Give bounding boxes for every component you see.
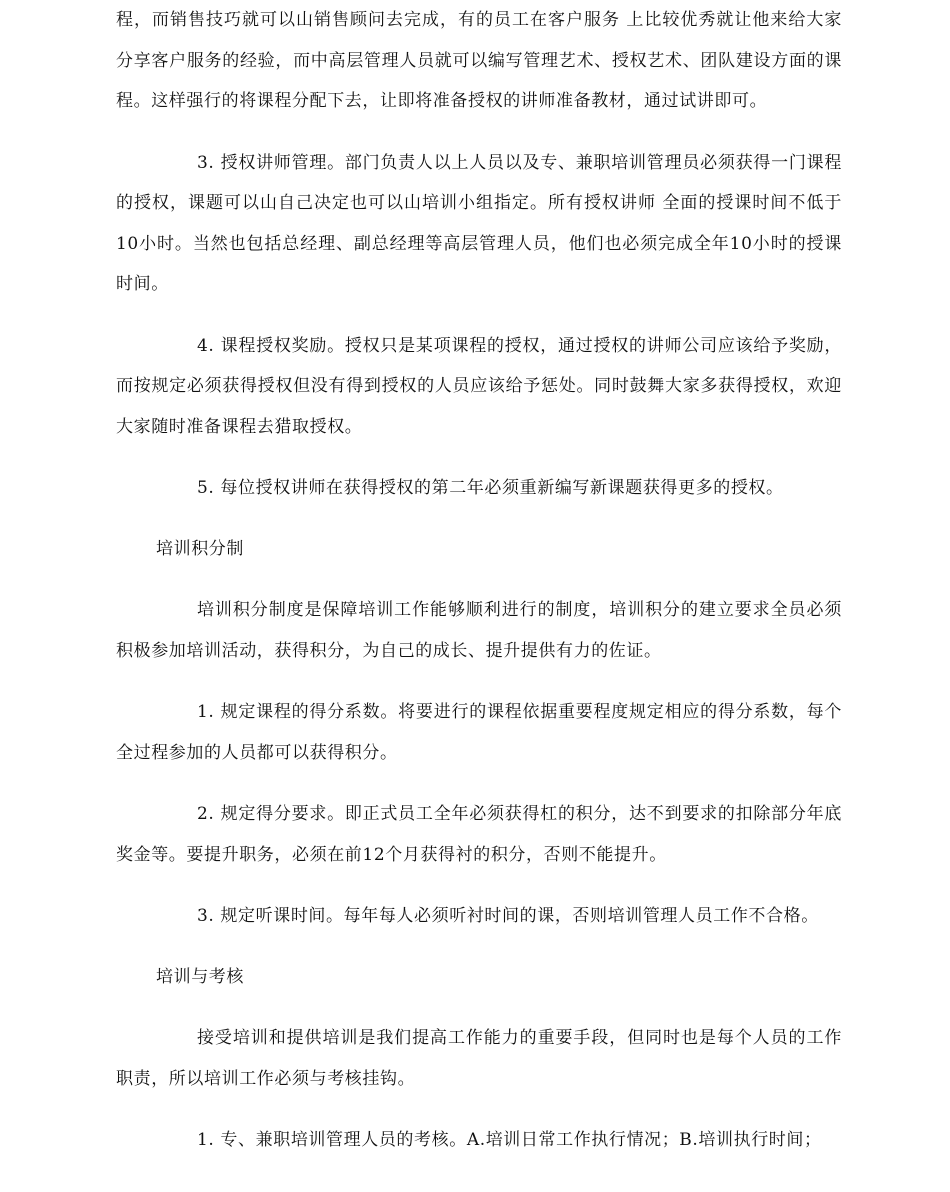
document-page [116,0,842,1161]
paragraph-spacer [116,447,842,468]
paragraph-authorized-lecturer-management: 3. 授权讲师管理。部门负责人以上人员以及专、兼职培训管理员必须获得一门课程的授权，课题可以山自己决定也可以山培训小组指定。所有授权讲师 全面的授课时间不低于10小时。当然也包括总经理、副总经理等高层管理人员，他们也必须完成全年10小时的授课时间。 [116,152,842,294]
paragraph-spacer [116,569,842,590]
paragraph-spacer [116,875,842,896]
paragraph-manager-assessment: 1. 专、兼职培训管理人员的考核。A.培训日常工作执行情况；B.培训执行时间； [197,1130,822,1150]
paragraph-course-assignment: 程，而销售技巧就可以山销售顾问去完成，有的员工在客户服务 上比较优秀就让他来给大家分享客户服务的经验，而中高层管理人员就可以编写管理艺术、授权艺术、团队建设方面的课程。这样强行的将课程分配下去，让即将准备授权的讲师准备教材，通过试讲即可。 [116,10,842,111]
section-heading-training-assessment: 培训与考核 [156,966,244,987]
paragraph-annual-renewal: 5. 每位授权讲师在获得授权的第二年必须重新编写新课题获得更多的授权。 [197,478,784,498]
paragraph-spacer [116,997,842,1018]
section-heading-training-points: 培训积分制 [156,538,244,559]
paragraph-spacer [116,671,842,692]
paragraph-spacer [116,1099,842,1120]
paragraph-course-authorization-reward: 4. 课程授权奖励。授权只是某项课程的授权，通过授权的讲师公司应该给予奖励，而按规定必须获得授权但没有得到授权的人员应该给予惩处。同时鼓舞大家多获得授权，欢迎大家随时准备课程去猎取授权。 [116,335,842,437]
paragraph-spacer [116,937,842,957]
paragraph-attendance-time: 3. 规定听课时间。每年每人必须听衬时间的课，否则培训管理人员工作不合格。 [197,906,819,926]
paragraph-spacer [116,773,842,794]
paragraph-points-system-intro: 培训积分制度是保障培训工作能够顺利进行的制度，培训积分的建立要求全员必须积极参加培训活动，获得积分，为自己的成长、提升提供有力的佐证。 [116,600,842,661]
paragraph-score-coefficient: 1. 规定课程的得分系数。将要进行的课程依据重要程度规定相应的得分系数，每个全过程参加的人员都可以获得积分。 [116,702,842,763]
paragraph-spacer [116,305,842,326]
paragraph-assessment-intro: 接受培训和提供培训是我们提高工作能力的重要手段，但同时也是每个人员的工作职责，所以培训工作必须与考核挂钩。 [116,1028,842,1089]
paragraph-score-requirement: 2. 规定得分要求。即正式员工全年必须获得杠的积分，达不到要求的扣除部分年底奖金等。要提升职务，必须在前12个月获得衬的积分，否则不能提升。 [116,804,842,865]
paragraph-spacer [116,122,842,143]
paragraph-spacer [116,509,842,529]
